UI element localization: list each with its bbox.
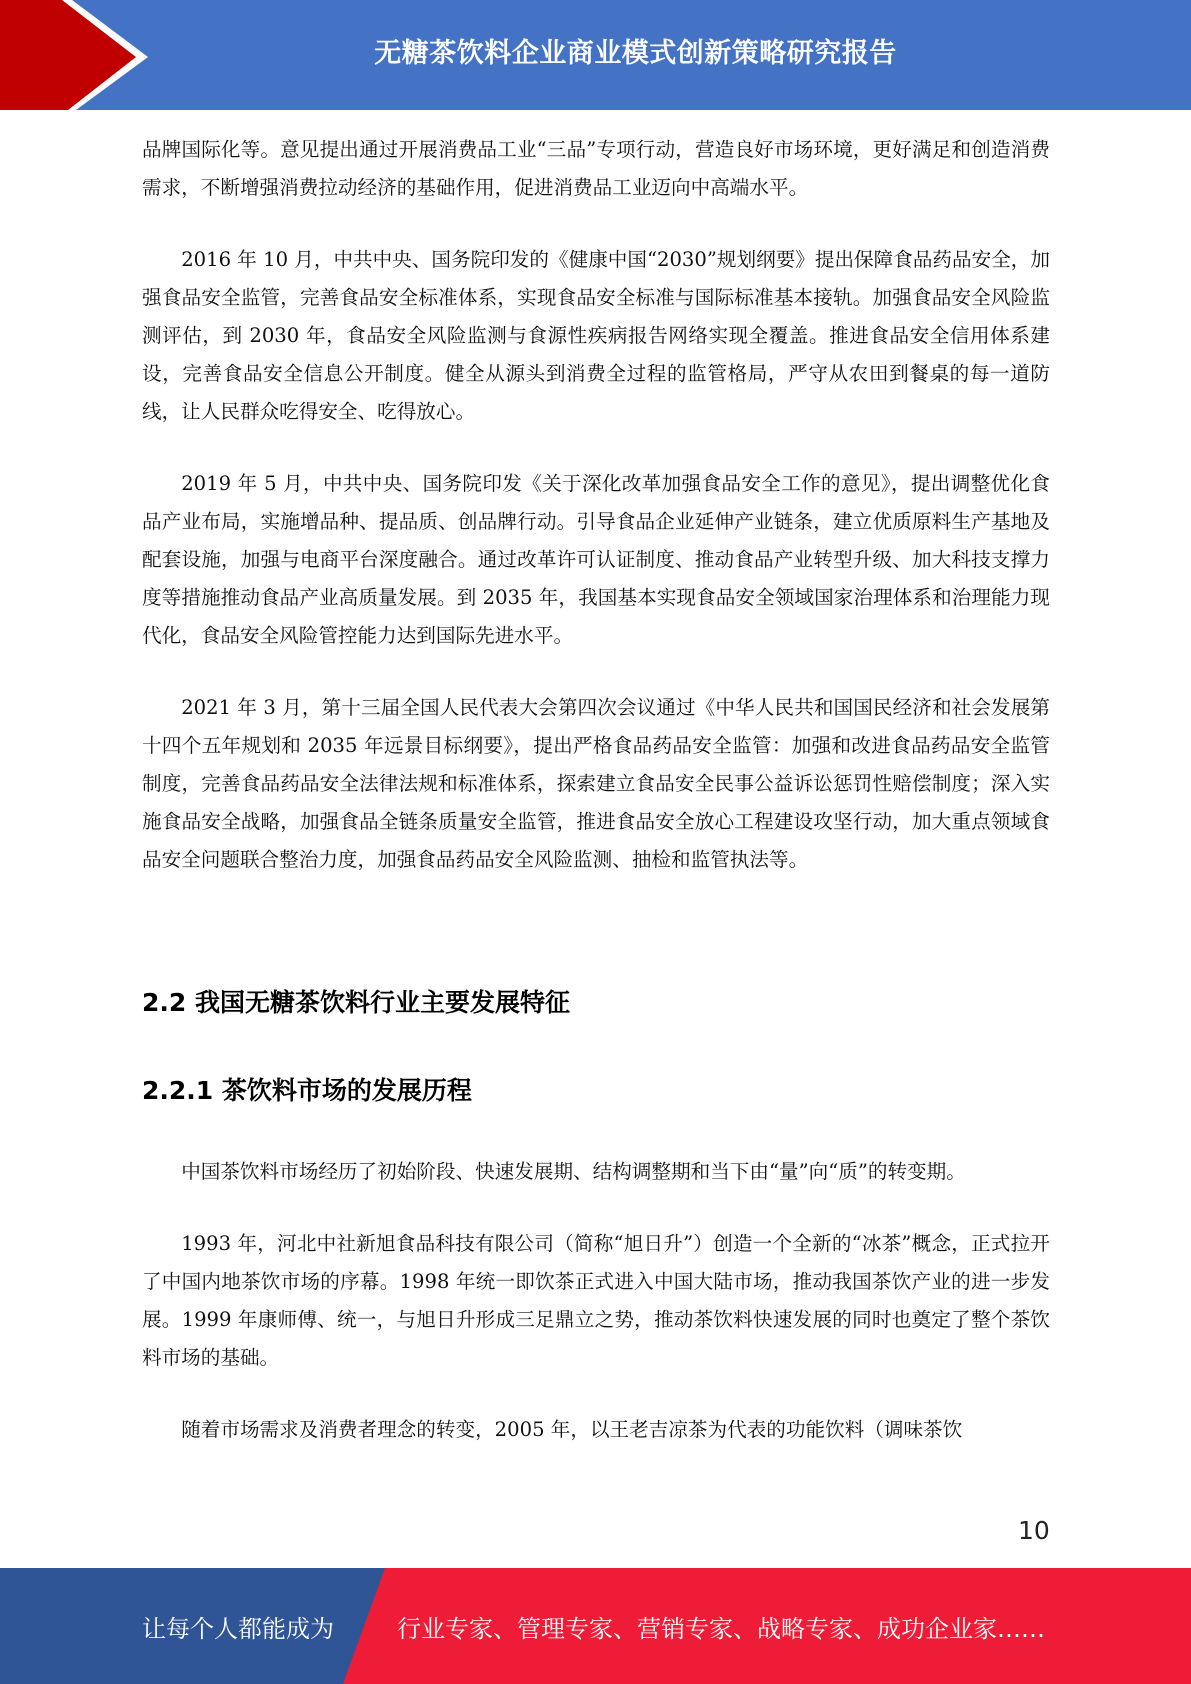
paragraph-market-stages: 中国茶饮料市场经历了初始阶段、快速发展期、结构调整期和当下由“量”向“质”的转变期。 <box>181 1160 966 1183</box>
section-heading: 2.2 我国无糖茶饮料行业主要发展特征 <box>142 988 570 1017</box>
paragraph-2021-five-year-plan: 2021 年 3 月，第十三届全国人民代表大会第四次会议通过《中华人民共和国国民经济和社会发展第十四个五年规划和 2035 年远景目标纲要》，提出严格食品药品安全监管：加强和改进食品药品安全监管制度，完善食品药品安全法律法规和标准体系，探索建立食品安全民事公益诉讼惩罚性赔偿制度；深入实施食品安全战略，加强食品全链条质量安全监管，推进食品安全放心工程建设攻坚行动，加大重点领域食品安全问题联合整治力度，加强食品药品安全风险监测、抽检和监管执法等。 <box>142 696 1050 871</box>
page-footer <box>0 1568 1191 1684</box>
document-body <box>142 131 1050 1449</box>
paragraph-continued: 品牌国际化等。意见提出通过开展消费品工业“三品”专项行动，营造良好市场环境，更好满足和创造消费需求，不断增强消费拉动经济的基础作用，促进消费品工业迈向中高端水平。 <box>142 138 1050 199</box>
paragraph-2016-health-china: 2016 年 10 月，中共中央、国务院印发的《健康中国“2030”规划纲要》提出保障食品药品安全，加强食品安全监管，完善食品安全标准体系，实现食品安全标准与国际标准基本接轨。加强食品安全风险监测评估，到 2030 年，食品安全风险监测与食源性疾病报告网络实现全覆盖。推进食品安全信用体系建设，完善食品安全信息公开制度。健全从源头到消费全过程的监管格局，严守从农田到餐桌的每一道防线，让人民群众吃得安全、吃得放心。 <box>142 248 1050 423</box>
page-header <box>0 0 1191 110</box>
footer-slogan-roles: 行业专家、管理专家、营销专家、战略专家、成功企业家…… <box>397 1614 1045 1643</box>
paragraph-2005-functional-drinks: 随着市场需求及消费者理念的转变，2005 年，以王老吉凉茶为代表的功能饮料（调味茶饮 <box>181 1418 963 1441</box>
paragraph-2019-food-safety: 2019 年 5 月，中共中央、国务院印发《关于深化改革加强食品安全工作的意见》，提出调整优化食品产业布局，实施增品种、提品质、创品牌行动。引导食品企业延伸产业链条，建立优质原料生产基地及配套设施，加强与电商平台深度融合。通过改革许可认证制度、推动食品产业转型升级、加大科技支撑力度等措施推动食品产业高质量发展。到 2035 年，我国基本实现食品安全领域国家治理体系和治理能力现代化，食品安全风险管控能力达到国际先进水平。 <box>142 472 1050 647</box>
footer-slogan-lead: 让每个人都能成为 <box>142 1614 334 1643</box>
paragraph-1993-history: 1993 年，河北中社新旭食品科技有限公司（简称“旭日升”）创造一个全新的“冰茶”概念，正式拉开了中国内地茶饮市场的序幕。1998 年统一即饮茶正式进入中国大陆市场，推动我国茶饮产业的进一步发展。1999 年康师傅、统一，与旭日升形成三足鼎立之势，推动茶饮料快速发展的同时也奠定了整个茶饮料市场的基础。 <box>142 1232 1050 1369</box>
page-number: 10 <box>1018 1516 1050 1545</box>
subsection-heading: 2.2.1 茶饮料市场的发展历程 <box>142 1076 472 1105</box>
document-title: 无糖茶饮料企业商业模式创新策略研究报告 <box>374 37 897 69</box>
